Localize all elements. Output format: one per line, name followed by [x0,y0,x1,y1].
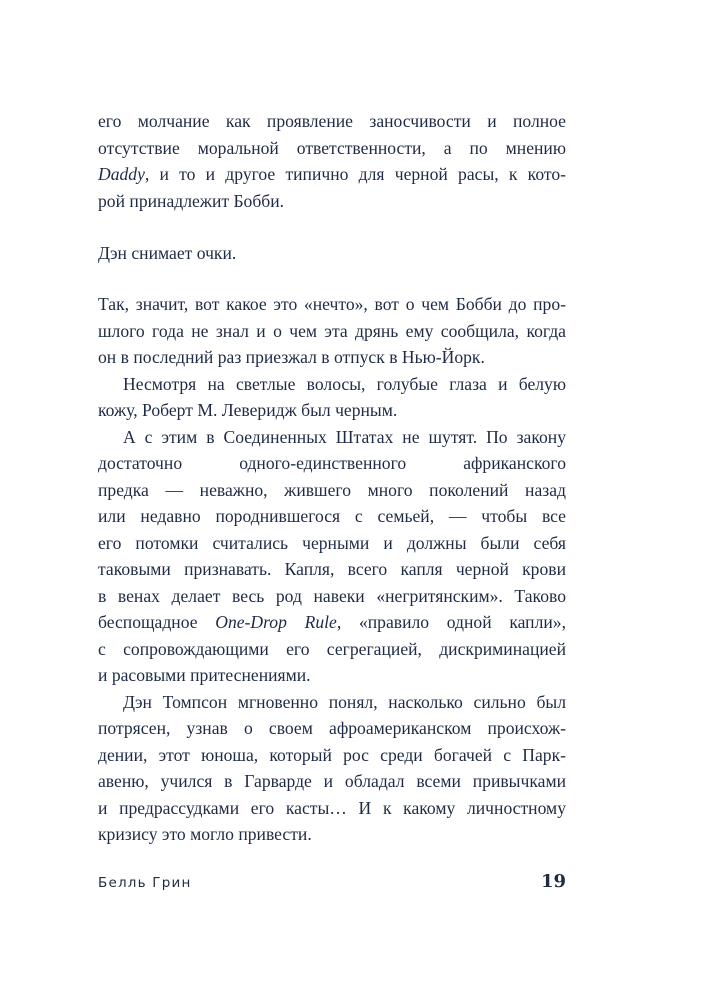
text-line: достаточно одного-единственного африканского [98,453,566,473]
text-line: шлого года не знал и о чем эта дрянь ему сообщила, когда [98,320,566,341]
running-footer-author: Белль Грин [98,875,192,891]
text-line: кожу, Роберт М. Леверидж был черным. [98,400,398,420]
text-line: А с этим в Соединенных Штатах не шутят. По закону [123,426,566,447]
text-line: он в последний раз приезжал в отпуск в Нью-Йорк. [98,347,485,367]
text-line: Дэн снимает очки. [98,243,237,263]
text-line: Несмотря на светлые волосы, голубые глаза и белую [123,373,566,394]
text-line [98,161,566,188]
text-line: в венах делает весь род навеки «негритянским». Таково [98,585,566,606]
text-line: предка — неважно, жившего много поколений назад [98,479,566,500]
text-line: таковыми признавать. Капля, всего капля черной крови [98,559,566,579]
text-fragment: беспощадное [98,612,216,632]
text-line: его потомки считались черными и должны были себя [98,532,566,553]
paragraph-1 [98,108,566,214]
italic-term: Daddy [98,164,145,184]
text-line: и расовыми притеснениями. [98,665,311,685]
text-line: рой принадлежит Бобби. [98,190,285,211]
page-number: 19 [540,871,566,892]
text-line: его молчание как проявление заносчивости и полное [98,111,566,131]
text-line: дении, этот юноша, который рос среди богачей с Парк- [98,744,566,765]
text-line: и предрассудками его касты… И к какому личностному [98,797,566,818]
italic-term: One-Drop Rule [215,612,337,632]
paragraph-2 [98,240,566,267]
text-fragment: , и то и другое типично для черной расы, к кото- [144,164,566,184]
text-line: Так, значит, вот какое это «нечто», вот о чем Бобби до про- [98,294,566,314]
paragraph-3 [98,291,566,848]
text-line: авеню, учился в Гарварде и обладал всеми привычками [98,771,566,791]
page-footer [98,871,566,901]
text-line: отсутствие моральной ответственности, а по мнению [98,137,566,158]
text-line: Дэн Томпсон мгновенно понял, насколько сильно был [123,691,566,712]
text-fragment: , «правило одной капли», [336,612,566,632]
text-line: кризису это могло привести. [98,824,312,844]
text-line: потрясен, узнав о своем афроамериканском происхож- [98,718,566,738]
text-line [98,609,566,636]
text-line: с сопровождающими его сегрегацией, дискриминацией [98,638,566,659]
text-line: или недавно породнившегося с семьей, — чтобы все [98,506,566,526]
